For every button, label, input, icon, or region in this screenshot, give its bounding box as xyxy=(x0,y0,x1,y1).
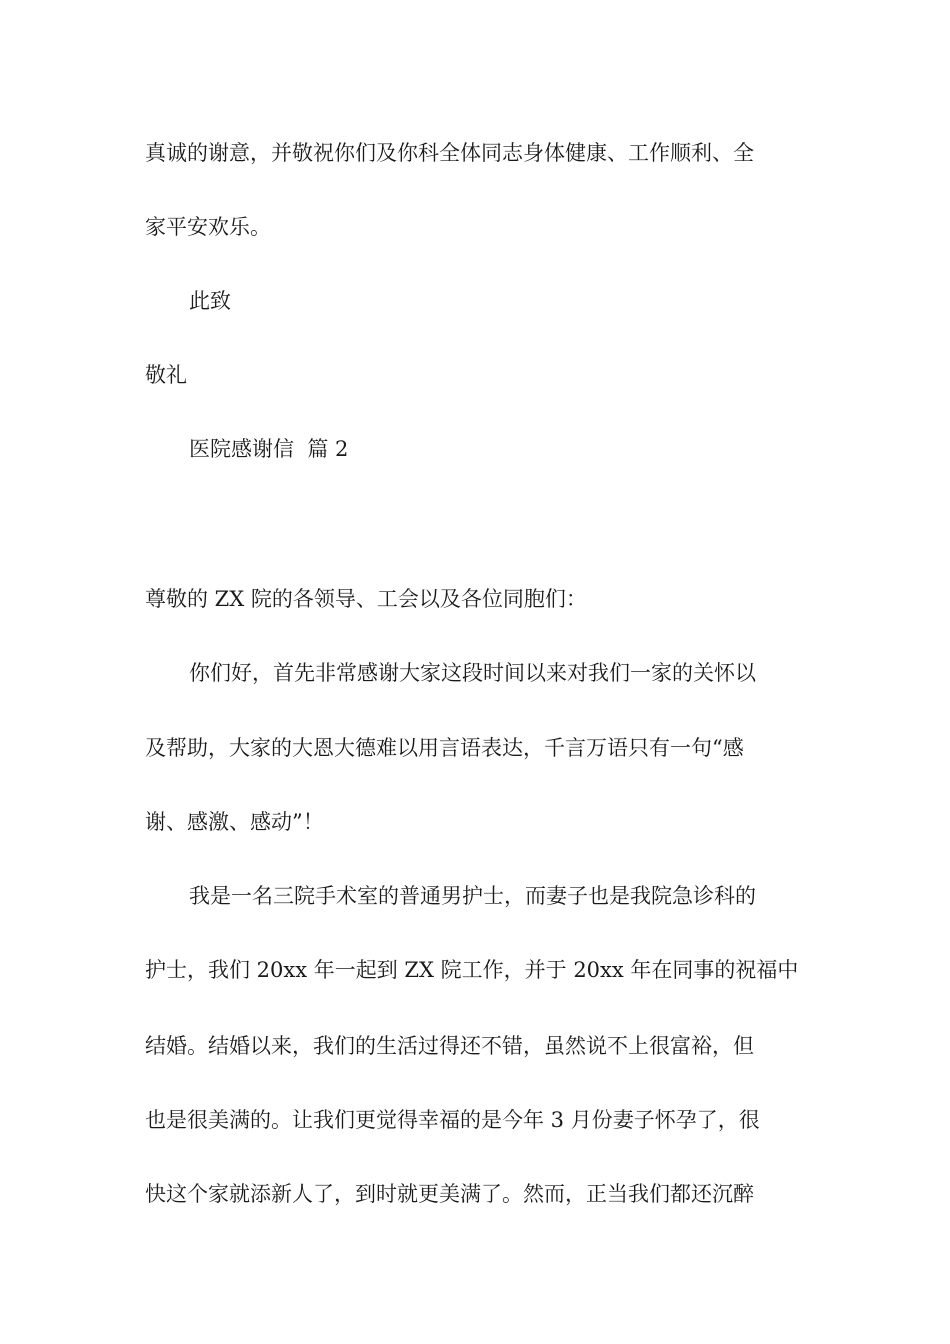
salutation-line: 此致 xyxy=(189,289,231,313)
paragraph-line: 快这个家就添新人了，到时就更美满了。然而，正当我们都还沉醉 xyxy=(145,1182,754,1206)
paragraph-line: 及帮助，大家的大恩大德难以用言语表达，千言万语只有一句“感 xyxy=(145,736,744,760)
paragraph-line: 结婚。结婚以来，我们的生活过得还不错，虽然说不上很富裕，但 xyxy=(145,1034,754,1058)
closing-line: 敬礼 xyxy=(145,363,187,387)
paragraph-line: 我是一名三院手术室的普通男护士，而妻子也是我院急诊科的 xyxy=(189,884,756,908)
letter-greeting: 尊敬的 ZX 院的各领导、工会以及各位同胞们： xyxy=(145,587,587,611)
paragraph-line: 家平安欢乐。 xyxy=(145,215,271,239)
paragraph-line: 护士，我们 20xx 年一起到 ZX 院工作，并于 20xx 年在同事的祝福中 xyxy=(145,958,799,982)
paragraph-line: 你们好，首先非常感谢大家这段时间以来对我们一家的关怀以 xyxy=(189,661,756,685)
paragraph-line: 真诚的谢意，并敬祝你们及你科全体同志身体健康、工作顺利、全 xyxy=(145,141,754,165)
paragraph-line: 也是很美满的。让我们更觉得幸福的是今年 3 月份妻子怀孕了，很 xyxy=(145,1108,760,1132)
section-heading: 医院感谢信 篇 2 xyxy=(189,437,349,461)
paragraph-line: 谢、感激、感动”！ xyxy=(145,810,324,834)
